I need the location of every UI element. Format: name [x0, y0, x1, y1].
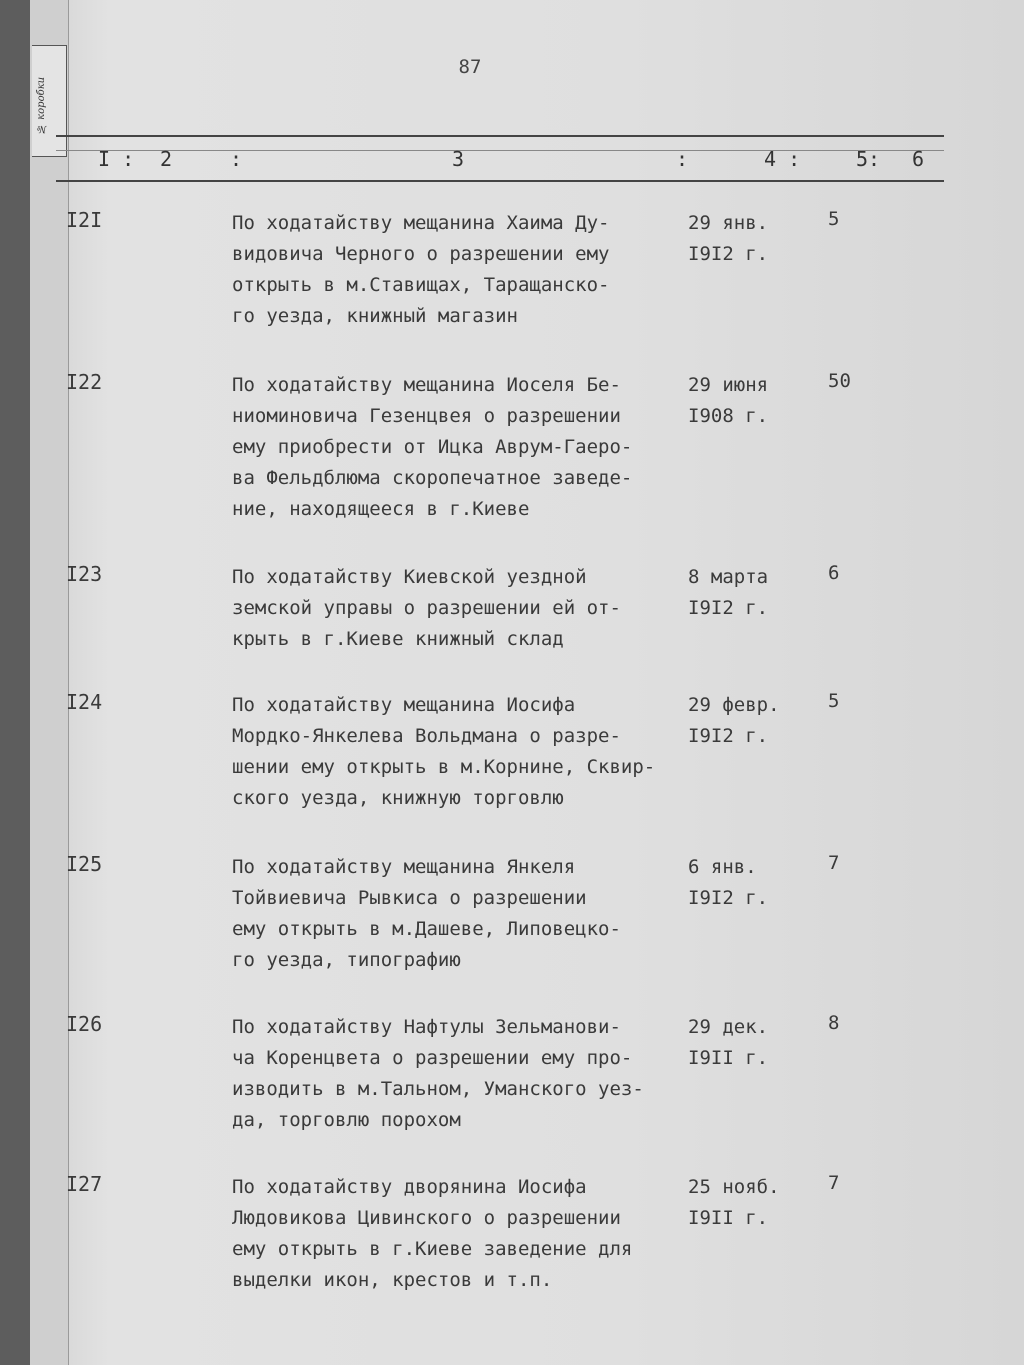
box-number-label: № коробки: [36, 76, 47, 134]
date-line: I908 г.: [688, 405, 769, 427]
entry-description: [232, 852, 702, 976]
column-header-3-separator: :: [676, 147, 689, 171]
date-line: I9I2 г.: [688, 887, 769, 909]
entry-description: [232, 370, 702, 525]
date-line: I9I2 г.: [688, 243, 769, 265]
column-header-2: 2: [160, 147, 173, 171]
column-header-6: 6: [912, 147, 925, 171]
date-line: 8 марта: [688, 566, 769, 588]
description-line: По ходатайству мещанина Янкеля: [232, 856, 576, 878]
description-line: шении ему открыть в м.Корнине, Сквир-: [232, 756, 656, 778]
description-line: ниоминовича Гезенцвея о разрешении: [232, 405, 621, 427]
header-bottom-rule: [56, 180, 944, 182]
date-line: 29 янв.: [688, 212, 769, 234]
date-line: 29 февр.: [688, 694, 780, 716]
date-line: 29 июня: [688, 374, 769, 396]
entry-number: I22: [66, 370, 103, 394]
description-line: ему открыть в м.Дашеве, Липовецко-: [232, 918, 621, 940]
entry-date: [688, 690, 798, 752]
date-line: I9I2 г.: [688, 597, 769, 619]
page-number: 87: [458, 56, 482, 78]
description-line: По ходатайству мещанина Хаима Ду-: [232, 212, 610, 234]
entry-description: [232, 1172, 702, 1296]
entry-number: I24: [66, 690, 103, 714]
column-header-5: 5:: [856, 147, 881, 171]
description-line: открыть в м.Ставищах, Таращанско-: [232, 274, 610, 296]
column-header-4: 4 :: [764, 147, 801, 171]
document-page: [30, 0, 1024, 1365]
description-line: ему приобрести от Ицка Аврум-Гаеро-: [232, 436, 633, 458]
date-line: I9II г.: [688, 1207, 769, 1229]
entry-number: I2I: [66, 208, 103, 232]
entry-number: I27: [66, 1172, 103, 1196]
description-line: видовича Черного о разрешении ему: [232, 243, 610, 265]
column-header-3: 3: [452, 147, 465, 171]
description-line: По ходатайству мещанина Иосифа: [232, 694, 576, 716]
date-line: I9I2 г.: [688, 725, 769, 747]
entry-date: [688, 562, 798, 624]
entry-sheet-count: 7: [828, 1172, 840, 1194]
description-line: земской управы о разрешении ей от-: [232, 597, 621, 619]
description-line: выделки икон, крестов и т.п.: [232, 1269, 553, 1291]
description-line: крыть в г.Киеве книжный склад: [232, 628, 564, 650]
description-line: Тойвиевича Рывкиса о разрешении: [232, 887, 587, 909]
entry-sheet-count: 7: [828, 852, 840, 874]
entry-date: [688, 1172, 798, 1234]
entry-date: [688, 370, 798, 432]
entry-number: I26: [66, 1012, 103, 1036]
entry-sheet-count: 50: [828, 370, 851, 392]
description-line: да, торговлю порохом: [232, 1109, 461, 1131]
entry-sheet-count: 6: [828, 562, 840, 584]
entry-date: [688, 852, 798, 914]
entry-sheet-count: 5: [828, 690, 840, 712]
description-line: ва Фельдблюма скоропечатное заведе-: [232, 467, 633, 489]
entry-description: [232, 208, 702, 332]
entry-description: [232, 690, 702, 814]
column-header-1: I :: [98, 147, 135, 171]
description-line: ча Коренцвета о разрешении ему про-: [232, 1047, 633, 1069]
date-line: 6 янв.: [688, 856, 757, 878]
description-line: ние, находящееся в г.Киеве: [232, 498, 530, 520]
header-inner-rule: [56, 150, 944, 151]
description-line: Мордко-Янкелева Вольдмана о разре-: [232, 725, 621, 747]
column-header-2-separator: :: [230, 147, 243, 171]
description-line: го уезда, книжный магазин: [232, 305, 518, 327]
description-line: изводить в м.Тальном, Уманского уез-: [232, 1078, 644, 1100]
date-line: 29 дек.: [688, 1016, 769, 1038]
description-line: ему открыть в г.Киеве заведение для: [232, 1238, 633, 1260]
entry-date: [688, 208, 798, 270]
description-line: Людовикова Цивинского о разрешении: [232, 1207, 621, 1229]
header-top-rule: [56, 135, 944, 137]
description-line: го уезда, типографию: [232, 949, 461, 971]
entry-date: [688, 1012, 798, 1074]
description-line: По ходатайству дворянина Иосифа: [232, 1176, 587, 1198]
description-line: ского уезда, книжную торговлю: [232, 787, 564, 809]
entry-sheet-count: 5: [828, 208, 840, 230]
entry-description: [232, 562, 702, 655]
description-line: По ходатайству Киевской уездной: [232, 566, 587, 588]
date-line: 25 нояб.: [688, 1176, 780, 1198]
date-line: I9II г.: [688, 1047, 769, 1069]
description-line: По ходатайству мещанина Иоселя Бе-: [232, 374, 621, 396]
binding-strip: [30, 0, 69, 1365]
description-line: По ходатайству Нафтулы Зельманови-: [232, 1016, 621, 1038]
entry-number: I25: [66, 852, 103, 876]
entry-sheet-count: 8: [828, 1012, 840, 1034]
entry-number: I23: [66, 562, 103, 586]
entry-description: [232, 1012, 702, 1136]
